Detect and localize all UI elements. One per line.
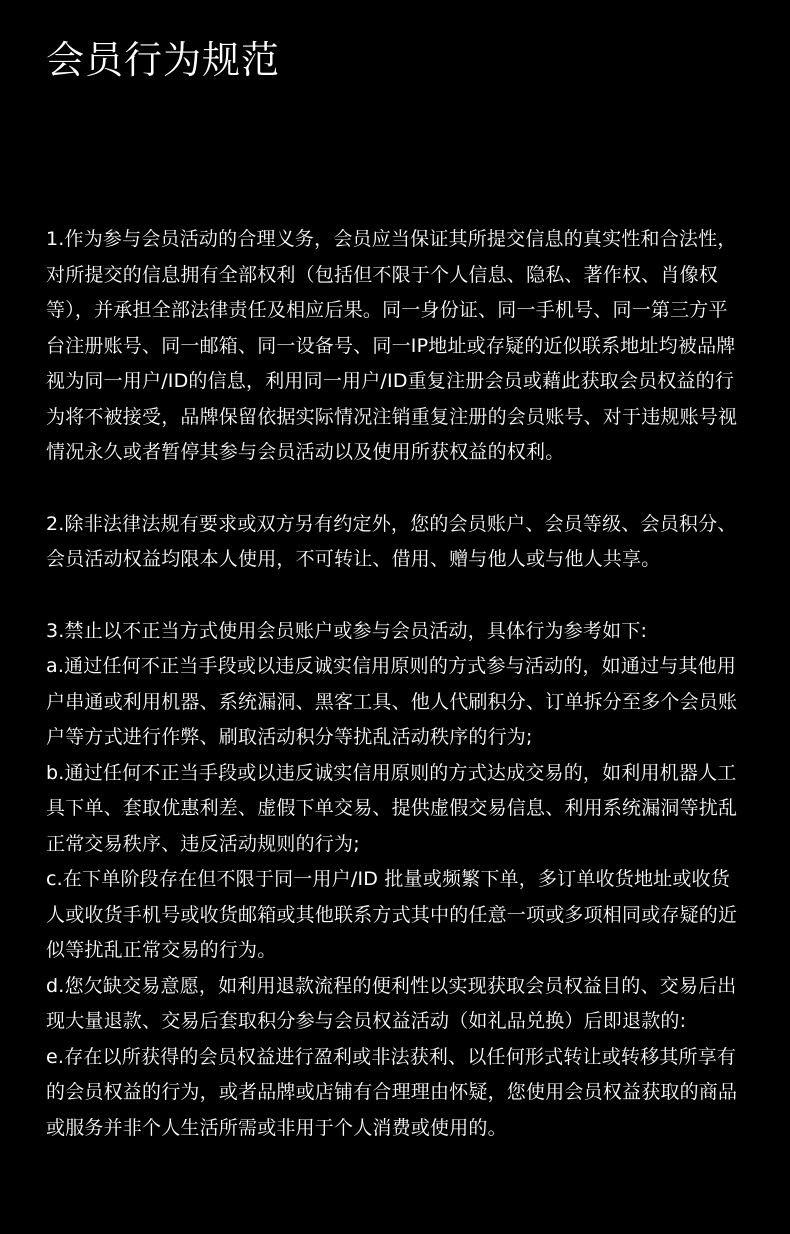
rule-2-paragraph: 2.除非法律法规有要求或双方另有约定外，您的会员账户、会员等级、会员积分、会员活动权益均限本人使用，不可转让、借用、赠与他人或与他人共享。	[46, 512, 737, 570]
rule-3-item-b: b.通过任何不正当手段或以违反诚实信用原则的方式达成交易的，如利用机器人工具下单、套取优惠利差、虚假下单交易、提供虚假交易信息、利用系统漏洞等扰乱正常交易秩序、违反活动规则的行为;	[46, 761, 738, 855]
rule-3-intro: 3.禁止以不正当方式使用会员账户或参与会员活动，具体行为参考如下:	[46, 619, 648, 642]
rule-3-item-d: d.您欠缺交易意愿，如利用退款流程的便利性以实现获取会员权益目的、交易后出现大量退款、交易后套取积分参与会员权益活动（如礼品兑换）后即退款的:	[46, 974, 737, 1032]
rules-content	[46, 222, 744, 1146]
rule-section-1	[46, 222, 744, 471]
rule-section-3	[46, 614, 744, 1147]
rule-3-item-a: a.通过任何不正当手段或以违反诚实信用原则的方式参与活动的，如通过与其他用户串通或利用机器、系统漏洞、黑客工具、他人代刷积分、订单拆分至多个会员账户等方式进行作弊、刷取活动积分等扰乱活动秩序的行为;	[46, 655, 738, 748]
rule-1-paragraph: 1.作为参与会员活动的合理义务，会员应当保证其所提交信息的真实性和合法性，对所提交的信息拥有全部权利（包括但不限于个人信息、隐私、著作权、肖像权等），并承担全部法律责任及相应后果。同一身份证、同一手机号、同一第三方平台注册账号、同一邮箱、同一设备号、同一IP地址或存疑的近似联系地址均被品牌视为同一用户/ID的信息，利用同一用户/ID重复注册会员或藉此获取会员权益的行为将不被接受，品牌保留依据实际情况注销重复注册的会员账号、对于违规账号视情况永久或者暂停其参与会员活动以及使用所获权益的权利。	[46, 228, 738, 463]
page-title: 会员行为规范	[46, 38, 281, 82]
rule-3-item-c: c.在下单阶段存在但不限于同一用户/ID 批量或频繁下单，多订单收货地址或收货人或收货手机号或收货邮箱或其他联系方式其中的任意一项或多项相同或存疑的近似等扰乱正常交易的行为。	[46, 868, 738, 961]
rule-section-2	[46, 507, 744, 578]
rule-3-item-e: e.存在以所获得的会员权益进行盈利或非法获利、以任何形式转让或转移其所享有的会员权益的行为，或者品牌或店铺有合理理由怀疑，您使用会员权益获取的商品或服务并非个人生活所需或非用于个人消费或使用的。	[46, 1045, 738, 1139]
